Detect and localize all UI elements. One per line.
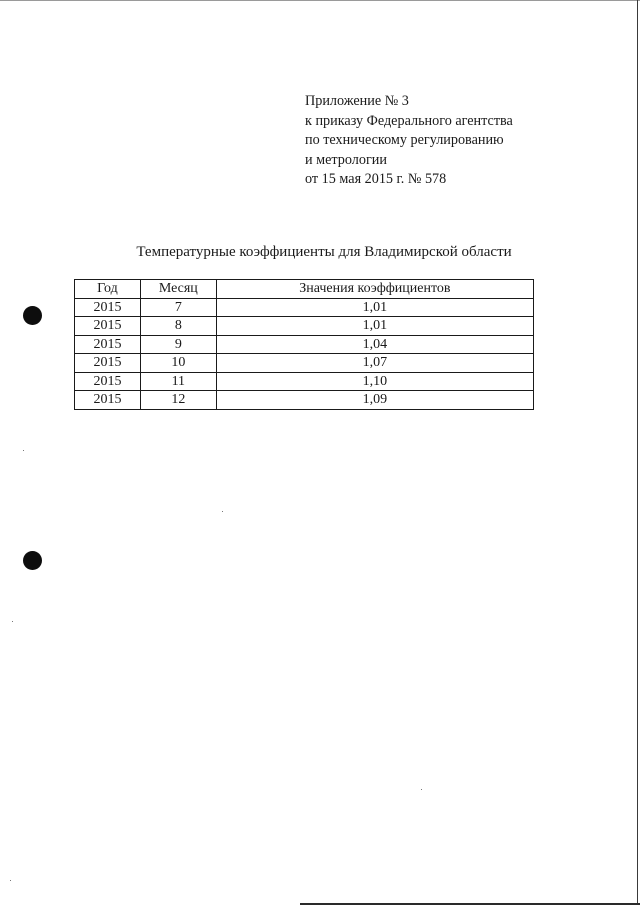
appendix-number: Приложение № 3 [305,93,409,109]
scan-speck [10,880,11,881]
coefficients-table [74,279,534,410]
scan-edge-right [637,0,638,905]
punch-hole-upper [23,306,42,325]
table-row [75,372,534,391]
cell-month: 11 [140,372,216,391]
appendix-agency-line: по техническому регулированию [305,132,504,148]
cell-year: 2015 [75,298,141,317]
header-year: Год [75,280,141,299]
header-coefficient: Значения коэффициентов [216,280,533,299]
table-row [75,335,534,354]
punch-hole-lower [23,551,42,570]
appendix-agency-line-2: и метрологии [305,151,387,168]
scan-speck [12,621,13,622]
scan-speck [222,511,223,512]
appendix-date: от 15 мая 2015 г. № 578 [305,171,447,187]
cell-year: 2015 [75,391,141,410]
table-row [75,354,534,373]
cell-month: 8 [140,317,216,336]
cell-coefficient: 1,01 [216,317,533,336]
cell-month: 9 [140,335,216,354]
cell-year: 2015 [75,372,141,391]
cell-coefficient: 1,09 [216,391,533,410]
cell-month: 7 [140,298,216,317]
appendix-order-ref: к приказу Федерального агентства [305,112,513,129]
scan-speck [23,450,24,451]
cell-coefficient: 1,07 [216,354,533,373]
appendix-header [305,92,605,190]
table-title: Температурные коэффициенты для Владимирской области [136,244,512,260]
scan-speck [421,789,422,790]
cell-year: 2015 [75,335,141,354]
cell-coefficient: 1,01 [216,298,533,317]
table-header-row [75,280,534,299]
table-row [75,391,534,410]
header-month: Месяц [140,280,216,299]
cell-month: 12 [140,391,216,410]
cell-coefficient: 1,10 [216,372,533,391]
cell-month: 10 [140,354,216,373]
table-row [75,298,534,317]
cell-coefficient: 1,04 [216,335,533,354]
cell-year: 2015 [75,354,141,373]
table-row [75,317,534,336]
cell-year: 2015 [75,317,141,336]
scan-edge-top [0,0,640,1]
